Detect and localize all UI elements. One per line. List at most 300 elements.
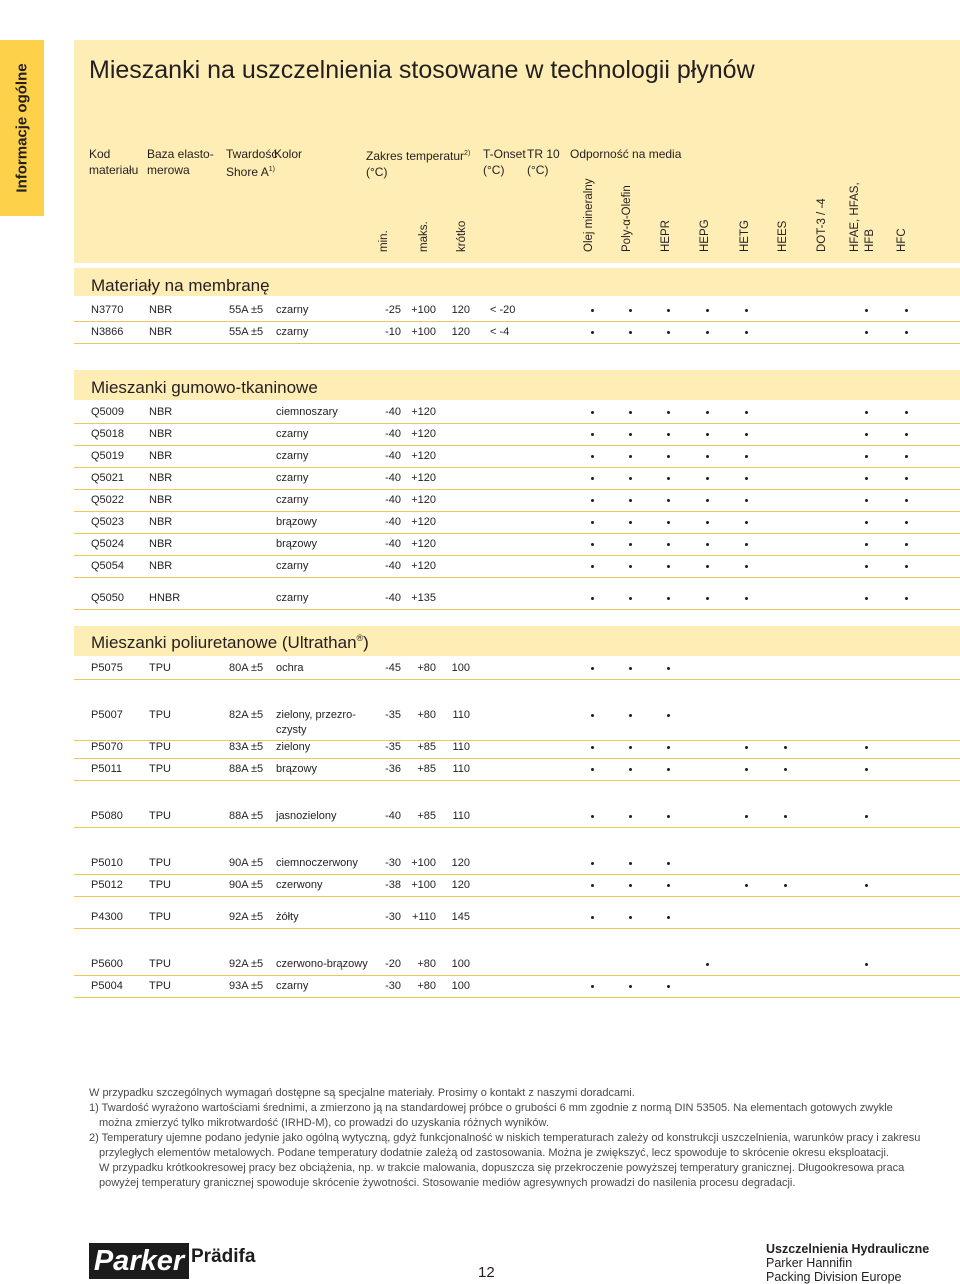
cell-kod: Q5021 (91, 472, 125, 484)
header-hfae: HFAE, HFAS, (849, 182, 861, 252)
resistance-dot (865, 815, 868, 818)
header-zakres: Zakres temperatur$^{2)}$ (°C) (366, 149, 471, 179)
resistance-dot (629, 985, 632, 988)
resistance-dot (905, 543, 908, 546)
resistance-dot (706, 565, 709, 568)
header-baza: Baza elasto- merowa (147, 147, 214, 177)
cell-kolor: ciemnoczerwony (276, 857, 358, 869)
cell-kod: P5075 (91, 662, 123, 674)
cell-kr: 110 (452, 763, 470, 775)
resistance-dot (745, 543, 748, 546)
footnote: W przypadku krótkookresowej pracy bez obciążenia, np. w trakcie malowania, dopuszcza się przekroczenie powyższej temperatury granicznej. Długookresowa praca (99, 1162, 905, 1174)
cell-tw: 88A ±5 (229, 810, 264, 822)
header-hepr: HEPR (660, 220, 672, 252)
resistance-dot (706, 543, 709, 546)
cell-min: -10 (385, 326, 401, 338)
footnotes (89, 1086, 929, 1191)
cell-kolor: zielony (276, 741, 311, 753)
row-divider (74, 758, 960, 759)
resistance-dot (865, 309, 868, 312)
resistance-dot (591, 565, 594, 568)
header-maks: maks. (418, 221, 430, 252)
cell-baza: TPU (149, 857, 171, 869)
footnote: W przypadku szczególnych wymagań dostępne są specjalne materiały. Prosimy o kontakt z naszymi doradcami. (89, 1087, 635, 1099)
resistance-dot (745, 815, 748, 818)
resistance-dot (667, 433, 670, 436)
header-tonset: T-Onset (°C) (483, 147, 526, 177)
cell-baza: NBR (149, 450, 173, 462)
row-divider (74, 343, 960, 344)
cell-min: -40 (385, 472, 401, 484)
cell-baza: NBR (149, 406, 173, 418)
cell-kod: P5012 (91, 879, 123, 891)
resistance-dot (865, 565, 868, 568)
resistance-dot (865, 331, 868, 334)
cell-max: +120 (411, 428, 436, 440)
header-olej: Olej mineralny (583, 178, 595, 252)
cell-baza: NBR (149, 326, 173, 338)
resistance-dot (745, 433, 748, 436)
resistance-dot (706, 455, 709, 458)
cell-kod: P5080 (91, 810, 123, 822)
parker-logo: Parker (89, 1243, 189, 1279)
cell-baza: TPU (149, 911, 171, 923)
cell-min: -40 (385, 538, 401, 550)
section-title: Mieszanki poliuretanowe (Ultrathan®) (91, 633, 369, 652)
resistance-dot (629, 477, 632, 480)
cell-kr: 120 (451, 857, 470, 869)
resistance-dot (629, 455, 632, 458)
resistance-dot (629, 331, 632, 334)
resistance-dot (629, 746, 632, 749)
resistance-dot (784, 815, 787, 818)
resistance-dot (706, 331, 709, 334)
cell-baza: NBR (149, 538, 173, 550)
cell-kod: Q5054 (91, 560, 125, 572)
cell-max: +120 (411, 538, 436, 550)
row-divider (74, 423, 960, 424)
cell-min: -40 (385, 450, 401, 462)
resistance-dot (667, 667, 670, 670)
cell-tw: 90A ±5 (229, 879, 264, 891)
resistance-dot (667, 862, 670, 865)
resistance-dot (905, 309, 908, 312)
resistance-dot (667, 477, 670, 480)
cell-max: +100 (411, 857, 436, 869)
resistance-dot (629, 884, 632, 887)
cell-tw: 80A ±5 (229, 662, 264, 674)
cell-max: +85 (417, 763, 436, 775)
resistance-dot (865, 543, 868, 546)
row-divider (74, 780, 960, 781)
cell-kr: 110 (452, 709, 470, 721)
resistance-dot (591, 815, 594, 818)
row-divider (74, 489, 960, 490)
resistance-dot (905, 597, 908, 600)
cell-baza: TPU (149, 810, 171, 822)
cell-min: -30 (385, 980, 401, 992)
row-divider (74, 533, 960, 534)
resistance-dot (629, 768, 632, 771)
resistance-dot (667, 815, 670, 818)
resistance-dot (745, 309, 748, 312)
resistance-dot (629, 543, 632, 546)
header-poly: Poly-α-Olefin (621, 185, 633, 252)
cell-min: -40 (385, 494, 401, 506)
cell-kod: P5010 (91, 857, 123, 869)
section-tab-label: Informacje ogólne (13, 63, 31, 193)
resistance-dot (667, 746, 670, 749)
row-divider (74, 555, 960, 556)
cell-max: +80 (417, 662, 436, 674)
header-krotko: krótko (456, 220, 468, 252)
row-divider (74, 609, 960, 610)
cell-baza: TPU (149, 879, 171, 891)
resistance-dot (745, 455, 748, 458)
resistance-dot (745, 477, 748, 480)
resistance-dot (667, 565, 670, 568)
cell-max: +135 (411, 592, 436, 604)
section-title: Mieszanki gumowo-tkaninowe (91, 378, 318, 397)
cell-max: +120 (411, 472, 436, 484)
row-divider (74, 679, 960, 680)
resistance-dot (865, 597, 868, 600)
header-min: min. (378, 230, 390, 252)
cell-max: +120 (411, 516, 436, 528)
resistance-dot (706, 521, 709, 524)
resistance-dot (591, 543, 594, 546)
cell-baza: TPU (149, 741, 171, 753)
header-hepg: HEPG (699, 219, 711, 252)
cell-kr: 120 (451, 304, 470, 316)
cell-min: -40 (385, 428, 401, 440)
footnote: powyżej temperatury granicznej spowoduje skrócenie żywotności. Stosowanie mediów agresywnych prowadzi do nasilenia procesu degradacji. (99, 1177, 796, 1189)
row-divider (74, 975, 960, 976)
cell-kolor: czarny (276, 494, 309, 506)
resistance-dot (667, 309, 670, 312)
resistance-dot (667, 543, 670, 546)
resistance-dot (745, 884, 748, 887)
resistance-dot (629, 862, 632, 865)
row-divider (74, 928, 960, 929)
cell-tw: 92A ±5 (229, 958, 264, 970)
cell-max: +80 (417, 958, 436, 970)
cell-kr: 100 (451, 662, 470, 674)
cell-kolor: czarny (276, 428, 309, 440)
cell-kolor-cont: czysty (276, 724, 307, 736)
cell-max: +120 (411, 494, 436, 506)
header-odpornosc: Odporność na media (570, 147, 682, 161)
header-hfb: HFB (864, 229, 876, 252)
resistance-dot (591, 477, 594, 480)
cell-max: +120 (411, 406, 436, 418)
cell-kolor: brązowy (276, 516, 317, 528)
row-divider (74, 997, 960, 998)
cell-tw: 55A ±5 (229, 304, 264, 316)
cell-kod: Q5023 (91, 516, 125, 528)
resistance-dot (905, 455, 908, 458)
resistance-dot (629, 714, 632, 717)
cell-kod: P5004 (91, 980, 123, 992)
resistance-dot (667, 985, 670, 988)
cell-min: -35 (385, 741, 401, 753)
footnote: przyległych elementów metalowych. Podane temperatury dodatnie zależą od zastosowania. Można je zwiększyć, lecz spowoduje to skrócenie okresu eksploatacji. (99, 1147, 889, 1159)
resistance-dot (591, 433, 594, 436)
cell-kod: P4300 (91, 911, 123, 923)
footnote: 2) Temperatury ujemne podano jedynie jako ogólną wytyczną, gdyż funkcjonalność w niskich temperaturach zależy od konstrukcji uszczelnienia, warunków pracy i zakresu (89, 1132, 921, 1144)
header-hees: HEES (777, 220, 789, 252)
row-divider (74, 896, 960, 897)
resistance-dot (745, 746, 748, 749)
cell-baza: NBR (149, 494, 173, 506)
cell-kolor: ciemnoszary (276, 406, 338, 418)
cell-kolor: czarny (276, 326, 309, 338)
cell-baza: TPU (149, 763, 171, 775)
resistance-dot (745, 768, 748, 771)
resistance-dot (745, 499, 748, 502)
resistance-dot (591, 521, 594, 524)
cell-kolor: czarny (276, 560, 309, 572)
resistance-dot (706, 963, 709, 966)
resistance-dot (865, 477, 868, 480)
resistance-dot (667, 714, 670, 717)
cell-min: -40 (385, 406, 401, 418)
cell-kod: P5070 (91, 741, 123, 753)
row-divider (74, 577, 960, 578)
resistance-dot (745, 521, 748, 524)
cell-max: +100 (411, 326, 436, 338)
cell-kr: 145 (451, 911, 470, 923)
resistance-dot (745, 331, 748, 334)
resistance-dot (629, 309, 632, 312)
resistance-dot (629, 521, 632, 524)
resistance-dot (667, 455, 670, 458)
cell-kolor: czerwono-brązowy (276, 958, 368, 970)
header-dot: DOT-3 / -4 (816, 198, 828, 252)
header-twardosc: Twardość Shore $A^{1)}$ (226, 147, 278, 179)
header-kod: Kod materiału (89, 147, 139, 177)
cell-kod: Q5024 (91, 538, 125, 550)
resistance-dot (629, 565, 632, 568)
resistance-dot (784, 746, 787, 749)
cell-kolor: czarny (276, 472, 309, 484)
cell-kod: Q5019 (91, 450, 125, 462)
cell-kolor: zielony, przezro- (276, 709, 356, 721)
resistance-dot (865, 884, 868, 887)
resistance-dot (667, 331, 670, 334)
resistance-dot (629, 411, 632, 414)
cell-min: -40 (385, 592, 401, 604)
registered-mark: ® (356, 633, 364, 643)
resistance-dot (706, 309, 709, 312)
cell-kolor: żółty (276, 911, 299, 923)
resistance-dot (865, 433, 868, 436)
cell-max: +100 (411, 879, 436, 891)
resistance-dot (591, 309, 594, 312)
resistance-dot (591, 714, 594, 717)
resistance-dot (706, 433, 709, 436)
cell-min: -30 (385, 857, 401, 869)
footer-line-2: Parker Hannifin (766, 1256, 853, 1270)
resistance-dot (784, 884, 787, 887)
cell-kod: Q5050 (91, 592, 125, 604)
resistance-dot (865, 411, 868, 414)
resistance-dot (591, 884, 594, 887)
row-divider (74, 827, 960, 828)
cell-tw: 92A ±5 (229, 911, 264, 923)
resistance-dot (591, 768, 594, 771)
cell-kod: P5007 (91, 709, 123, 721)
row-divider (74, 321, 960, 322)
resistance-dot (591, 985, 594, 988)
cell-min: -40 (385, 810, 401, 822)
cell-baza: NBR (149, 560, 173, 572)
cell-kr: 100 (451, 958, 470, 970)
cell-kod: P5600 (91, 958, 123, 970)
resistance-dot (865, 455, 868, 458)
row-divider (74, 874, 960, 875)
resistance-dot (745, 411, 748, 414)
cell-kr: 120 (451, 326, 470, 338)
cell-min: -40 (385, 516, 401, 528)
cell-kr: 110 (452, 741, 470, 753)
cell-min: -45 (385, 662, 401, 674)
resistance-dot (629, 433, 632, 436)
cell-baza: TPU (149, 709, 171, 721)
cell-kolor: jasnozielony (276, 810, 337, 822)
cell-kod: Q5018 (91, 428, 125, 440)
cell-min: -40 (385, 560, 401, 572)
cell-kr: 100 (451, 980, 470, 992)
cell-kolor: brązowy (276, 763, 317, 775)
resistance-dot (865, 521, 868, 524)
cell-kr: 120 (451, 879, 470, 891)
cell-tw: 90A ±5 (229, 857, 264, 869)
row-divider (74, 740, 960, 741)
resistance-dot (706, 477, 709, 480)
cell-max: +120 (411, 450, 436, 462)
row-divider (74, 467, 960, 468)
cell-max: +80 (417, 980, 436, 992)
resistance-dot (591, 597, 594, 600)
cell-kod: Q5022 (91, 494, 125, 506)
page-number: 12 (478, 1264, 495, 1281)
row-divider (74, 511, 960, 512)
resistance-dot (905, 433, 908, 436)
cell-max: +110 (412, 911, 436, 923)
row-divider (74, 445, 960, 446)
cell-tw: 88A ±5 (229, 763, 264, 775)
resistance-dot (629, 597, 632, 600)
header-hetg: HETG (739, 220, 751, 252)
resistance-dot (667, 499, 670, 502)
resistance-dot (745, 597, 748, 600)
resistance-dot (905, 477, 908, 480)
cell-baza: NBR (149, 304, 173, 316)
cell-baza: TPU (149, 662, 171, 674)
resistance-dot (667, 768, 670, 771)
resistance-dot (591, 916, 594, 919)
cell-tw: 82A ±5 (229, 709, 264, 721)
resistance-dot (667, 916, 670, 919)
cell-kolor: brązowy (276, 538, 317, 550)
section-tab (0, 40, 44, 216)
cell-tr: < -20 (490, 304, 516, 316)
cell-min: -36 (385, 763, 401, 775)
resistance-dot (667, 411, 670, 414)
cell-max: +80 (417, 709, 436, 721)
resistance-dot (591, 746, 594, 749)
resistance-dot (667, 521, 670, 524)
resistance-dot (905, 499, 908, 502)
header-tr10: TR 10 (°C) (527, 147, 560, 177)
footer-line-3: Packing Division Europe (766, 1270, 902, 1284)
cell-baza: NBR (149, 516, 173, 528)
resistance-dot (591, 331, 594, 334)
resistance-dot (865, 768, 868, 771)
cell-tw: 83A ±5 (229, 741, 264, 753)
cell-kolor: ochra (276, 662, 304, 674)
resistance-dot (706, 411, 709, 414)
cell-kolor: czarny (276, 450, 309, 462)
resistance-dot (629, 916, 632, 919)
cell-max: +85 (417, 741, 436, 753)
resistance-dot (706, 499, 709, 502)
resistance-dot (667, 884, 670, 887)
cell-kolor: czarny (276, 980, 309, 992)
section-title: Materiały na membranę (91, 276, 270, 295)
resistance-dot (706, 597, 709, 600)
footer-line-1: Uszczelnienia Hydrauliczne (766, 1242, 930, 1256)
cell-min: -35 (385, 709, 401, 721)
resistance-dot (865, 746, 868, 749)
cell-max: +120 (411, 560, 436, 572)
pradifa-logo: Prädifa (191, 1246, 256, 1267)
cell-baza: TPU (149, 958, 171, 970)
resistance-dot (905, 521, 908, 524)
resistance-dot (905, 565, 908, 568)
cell-kod: N3770 (91, 304, 124, 316)
footnote: można zmierzyć tylko mikrotwardość (IRHD-M), co prowadzi do uzyskania różnych wyników. (99, 1117, 549, 1129)
cell-tw: 55A ±5 (229, 326, 264, 338)
cell-tw: 93A ±5 (229, 980, 264, 992)
footnote: 1) Twardość wyrażono wartościami średnimi, a zmierzono ją na standardowej próbce o grubości 6 mm zgodnie z normą DIN 53505. Na elementach gotowych zwykle (89, 1102, 893, 1114)
cell-kod: Q5009 (91, 406, 125, 418)
resistance-dot (591, 862, 594, 865)
resistance-dot (745, 565, 748, 568)
page-title: Mieszanki na uszczelnienia stosowane w technologii płynów (89, 56, 755, 84)
cell-kod: P5011 (91, 763, 122, 775)
resistance-dot (905, 331, 908, 334)
cell-kolor: czarny (276, 304, 309, 316)
resistance-dot (667, 597, 670, 600)
cell-min: -20 (385, 958, 401, 970)
cell-min: -38 (385, 879, 401, 891)
resistance-dot (905, 411, 908, 414)
resistance-dot (591, 667, 594, 670)
cell-min: -25 (385, 304, 401, 316)
cell-min: -30 (385, 911, 401, 923)
cell-kolor: czerwony (276, 879, 323, 891)
cell-tr: < -4 (490, 326, 510, 338)
resistance-dot (865, 963, 868, 966)
resistance-dot (591, 411, 594, 414)
cell-max: +100 (411, 304, 436, 316)
resistance-dot (784, 768, 787, 771)
resistance-dot (591, 499, 594, 502)
header-hfc: HFC (896, 228, 908, 252)
cell-baza: NBR (149, 428, 173, 440)
